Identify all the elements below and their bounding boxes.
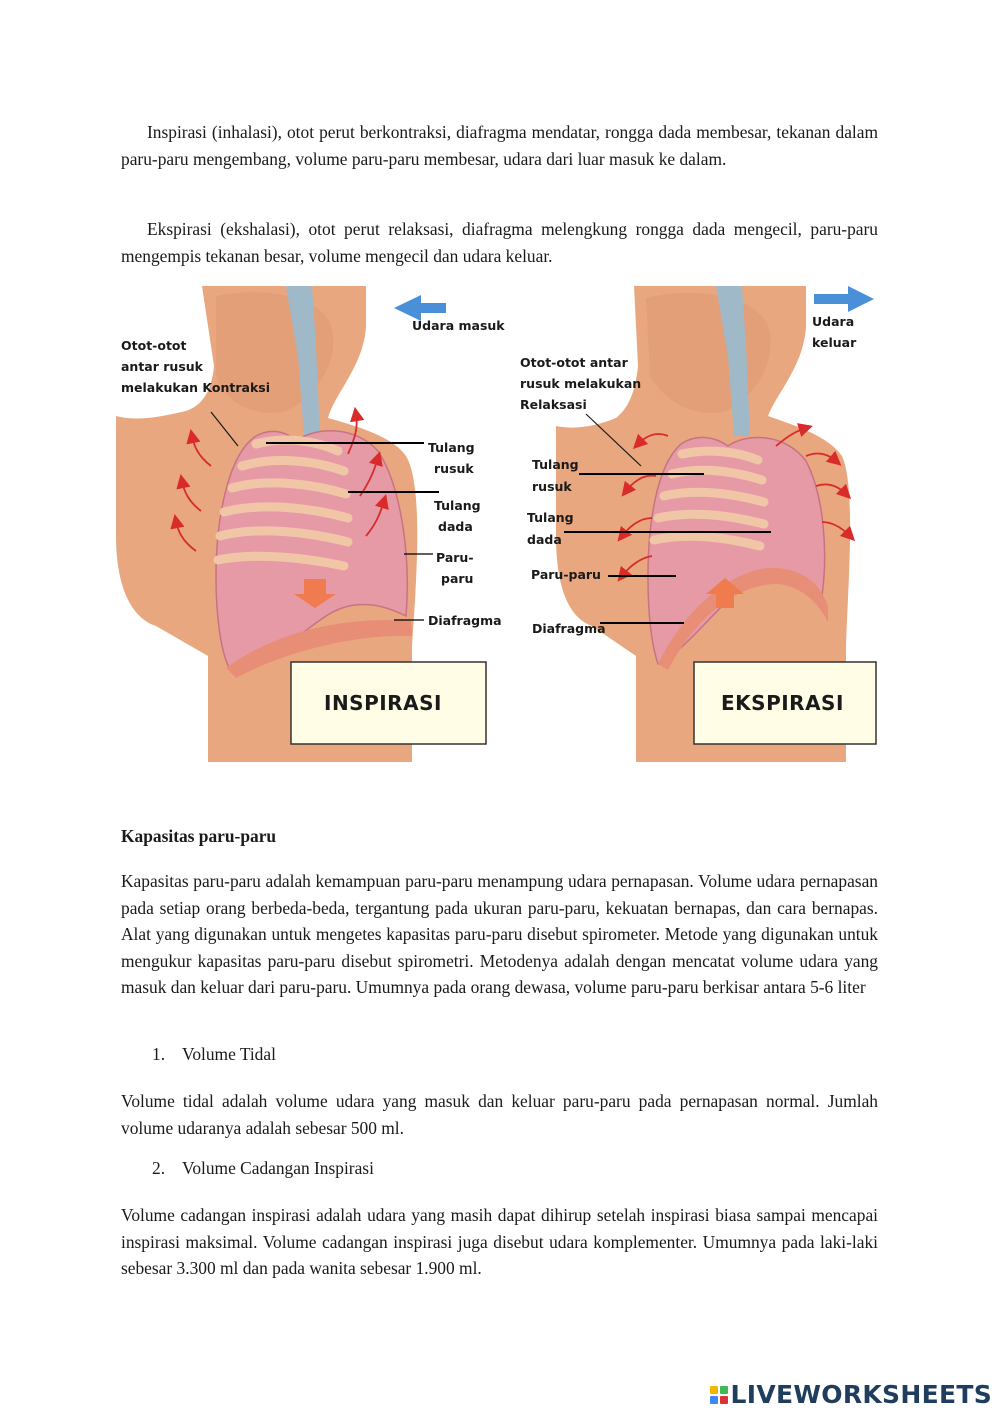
list-item-1-description: Volume tidal adalah volume udara yang masuk dan keluar paru-paru pada pernapasan normal. Jumlah volume udaranya adalah sebesar 500 ml. xyxy=(121,1091,878,1138)
inspirasi-box-label: INSPIRASI xyxy=(324,691,442,715)
logo-square-3 xyxy=(710,1396,718,1404)
label-tulang-dada-left-2: dada xyxy=(438,519,473,534)
label-otot-line-1: Otot-otot xyxy=(121,338,187,353)
label-tulang-rusuk-right-2: rusuk xyxy=(532,479,572,494)
ekspirasi-box-label: EKSPIRASI xyxy=(721,691,844,715)
label-tulang-rusuk-left-2: rusuk xyxy=(434,461,474,476)
list-item-1-title xyxy=(152,1044,276,1065)
label-otot-right-2: rusuk melakukan xyxy=(520,376,642,391)
liveworksheets-logo-icon xyxy=(710,1386,728,1404)
label-tulang-dada-left-1: Tulang xyxy=(434,498,481,513)
label-diafragma-left: Diafragma xyxy=(428,613,502,628)
label-otot-line-3: melakukan Kontraksi xyxy=(121,380,270,395)
liveworksheets-logo[interactable] xyxy=(710,1380,992,1409)
label-otot-right-1: Otot-otot antar xyxy=(520,355,628,370)
label-paru-left-2: paru xyxy=(441,571,474,586)
list-item-2-number: 2. xyxy=(152,1158,166,1178)
label-otot-line-2: antar rusuk xyxy=(121,359,203,374)
ekspirasi-diagram xyxy=(520,286,876,762)
label-tulang-rusuk-left-1: Tulang xyxy=(428,440,475,455)
inspirasi-diagram xyxy=(116,286,505,762)
label-otot-right-3: Relaksasi xyxy=(520,397,587,412)
list-item-1-number: 1. xyxy=(152,1044,166,1064)
label-tulang-dada-right-1: Tulang xyxy=(527,510,574,525)
label-udara-masuk: Udara masuk xyxy=(412,318,505,333)
section-heading: Kapasitas paru-paru xyxy=(121,826,277,846)
label-paru-right: Paru-paru xyxy=(531,567,601,582)
liveworksheets-brand: LIVEWORKSHEETS xyxy=(730,1380,992,1409)
list-item-1-label: Volume Tidal xyxy=(182,1044,276,1064)
label-paru-left-1: Paru- xyxy=(436,550,474,565)
logo-square-2 xyxy=(720,1386,728,1394)
logo-square-1 xyxy=(710,1386,718,1394)
label-tulang-rusuk-right-1: Tulang xyxy=(532,457,579,472)
label-udara-keluar-2: keluar xyxy=(812,335,857,350)
respiration-figure xyxy=(116,286,886,766)
label-tulang-dada-right-2: dada xyxy=(527,532,562,547)
logo-square-4 xyxy=(720,1396,728,1404)
list-item-2-title xyxy=(152,1158,374,1179)
air-out-arrow xyxy=(814,286,874,312)
list-item-2-label: Volume Cadangan Inspirasi xyxy=(182,1158,374,1178)
ekspirasi-paragraph: Ekspirasi (ekshalasi), otot perut relaksasi, diafragma melengkung rongga dada mengecil, paru-paru mengempis tekanan besar, volume mengecil dan udara keluar. xyxy=(121,219,878,266)
inspirasi-paragraph: Inspirasi (inhalasi), otot perut berkontraksi, diafragma mendatar, rongga dada membesar, tekanan dalam paru-paru mengembang, volume paru-paru membesar, udara dari luar masuk ke dalam. xyxy=(121,122,878,169)
kapasitas-paragraph: Kapasitas paru-paru adalah kemampuan paru-paru menampung udara pernapasan. Volume udara pernapasan pada setiap orang berbeda-beda, tergantung pada ukuran paru-paru, kekuatan bernapas, dan cara bernapas. Alat yang digunakan untuk mengetes kapasitas paru-paru disebut spirometer. Metode yang digunakan untuk mengukur kapasitas paru-paru disebut spirometri. Metodenya adalah dengan mencatat volume udara yang masuk dan keluar dari paru-paru. Umumnya pada orang dewasa, volume paru-paru berkisar antara 5-6 liter xyxy=(121,871,878,997)
label-diafragma-right: Diafragma xyxy=(532,621,606,636)
label-udara-keluar-1: Udara xyxy=(812,314,855,329)
list-item-2-description: Volume cadangan inspirasi adalah udara yang masih dapat dihirup setelah inspirasi biasa sampai mencapai inspirasi maksimal. Volume cadangan inspirasi juga disebut udara komplementer. Umumnya pada laki-laki sebesar 3.300 ml dan pada wanita sebesar 1.900 ml. xyxy=(121,1205,878,1278)
